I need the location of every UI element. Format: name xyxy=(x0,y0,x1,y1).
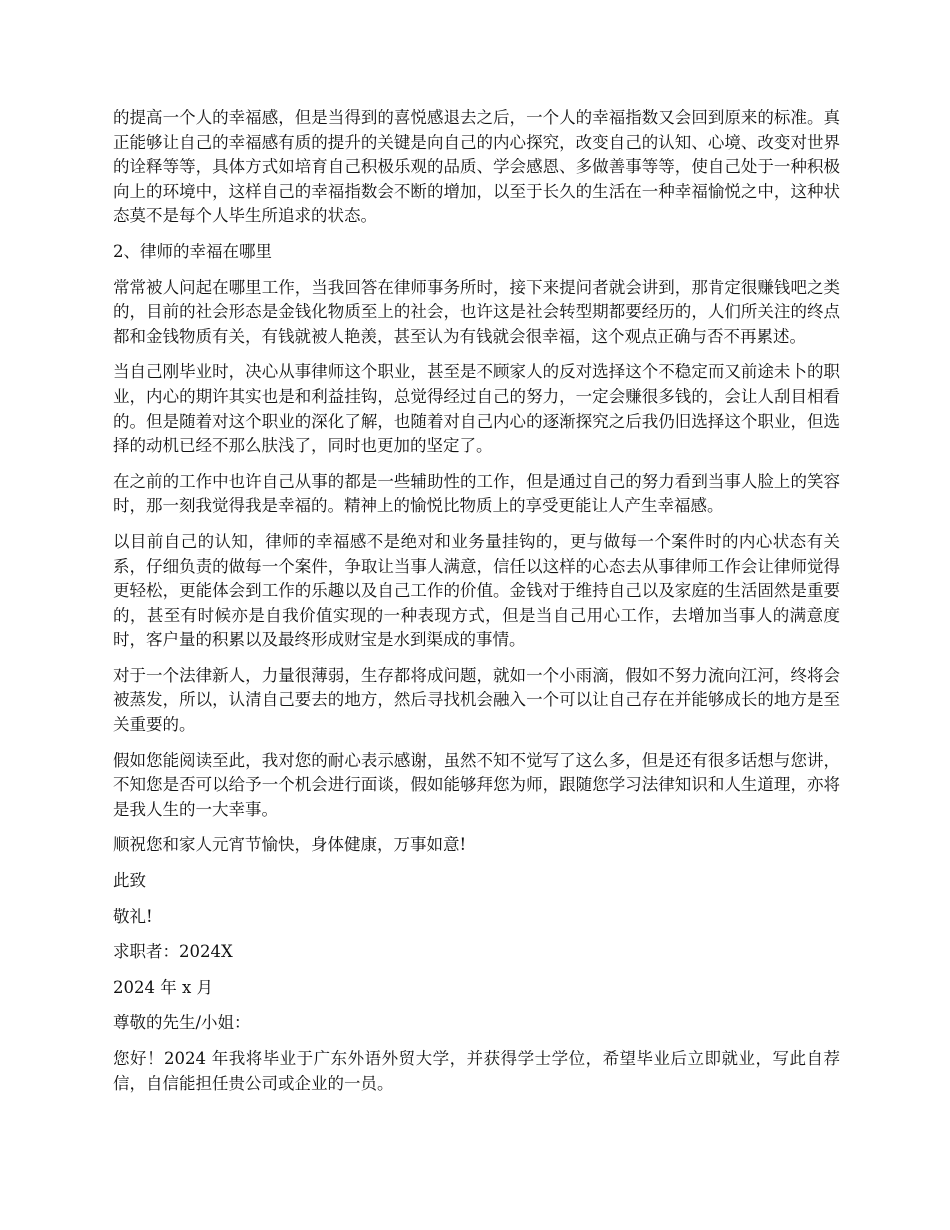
paragraph-wishes: 顺祝您和家人元宵节愉快，身体健康，万事如意! xyxy=(113,835,467,855)
paragraph-legal-newcomer: 对于一个法律新人，力量很薄弱，生存都将成问题，就如一个小雨滴，假如不努力流向江河，终将会被蒸发，所以，认清自己要去的地方，然后寻找机会融入一个可以让自己存在并能够成长的地方是至关重要的。 xyxy=(113,665,840,735)
paragraph-current-view: 以目前自己的认知，律师的幸福感不是绝对和业务量挂钩的，更与做每一个案件时的内心状态有关系，仔细负责的做每一个案件，争取让当事人满意，信任以这样的心态去从事律师工作会让律师觉得更轻松，更能体会到工作的乐趣以及自己工作的价值。金钱对于维持自己以及家庭的生活固然是重要的，甚至有时候亦是自我价值实现的一种表现方式，但是当自己用心工作，去增加当事人的满意度时，客户量的积累以及最终形成财宝是水到渠成的事情。 xyxy=(113,531,840,650)
paragraph-previous-work: 在之前的工作中也许自己从事的都是一些辅助性的工作，但是通过自己的努力看到当事人脸上的笑容时，那一刻我觉得我是幸福的。精神上的愉悦比物质上的享受更能让人产生幸福感。 xyxy=(113,471,840,516)
paragraph-thanks: 假如您能阅读至此，我对您的耐心表示感谢，虽然不知不觉写了这么多，但是还有很多话想与您讲，不知您是否可以给予一个机会进行面谈，假如能够拜您为师，跟随您学习法律知识和人生道理，亦将是我人生的一大幸事。 xyxy=(113,750,840,819)
closing-respect: 敬礼! xyxy=(113,906,153,926)
paragraph-work-question: 常常被人问起在哪里工作，当我回答在律师事务所时，接下来提问者就会讲到，那肯定很赚钱吧之类的，目前的社会形态是金钱化物质至上的社会，也许这是社会转型期都要经历的，人们所关注的终点都和金钱物质有关，有钱就被人艳羡，甚至认为有钱就会很幸福，这个观点正确与否不再累述。 xyxy=(113,277,840,346)
paragraph-graduation: 当自己刚毕业时，决心从事律师这个职业，甚至是不顾家人的反对选择这个不稳定而又前途未卜的职业，内心的期许其实也是和利益挂钩，总觉得经过自己的努力，一定会赚很多钱的，会让人刮目相看的。但是随着对这个职业的深化了解，也随着对自己内心的逐渐探究之后我仍旧选择这个职业，但选择的动机已经不那么肤浅了，同时也更加的坚定了。 xyxy=(113,362,840,456)
paragraph-self-recommendation: 您好！2024 年我将毕业于广东外语外贸大学，并获得学士学位，希望毕业后立即就业，写此自荐信，自信能担任贵公司或企业的一员。 xyxy=(113,1049,840,1093)
paragraph-happiness-intro: 的提高一个人的幸福感，但是当得到的喜悦感退去之后，一个人的幸福指数又会回到原来的标准。真正能够让自己的幸福感有质的提升的关键是向自己的内心探究，改变自己的认知、心境、改变对世界的诠释等等，具体方式如培育自己积极乐观的品质、学会感恩、多做善事等等，使自己处于一种积极向上的环境中，这样自己的幸福指数会不断的增加，以至于长久的生活在一种幸福愉悦之中，这种状态莫不是每个人毕生所追求的状态。 xyxy=(113,108,840,226)
closing-salutation: 此致 xyxy=(113,871,146,891)
document-body xyxy=(113,106,840,1107)
section-heading: 2、律师的幸福在哪里 xyxy=(113,241,272,261)
greeting: 尊敬的先生/小姐： xyxy=(113,1013,251,1033)
letter-date: 2024 年 x 月 xyxy=(113,977,214,997)
applicant-signature: 求职者：2024X xyxy=(113,942,233,962)
